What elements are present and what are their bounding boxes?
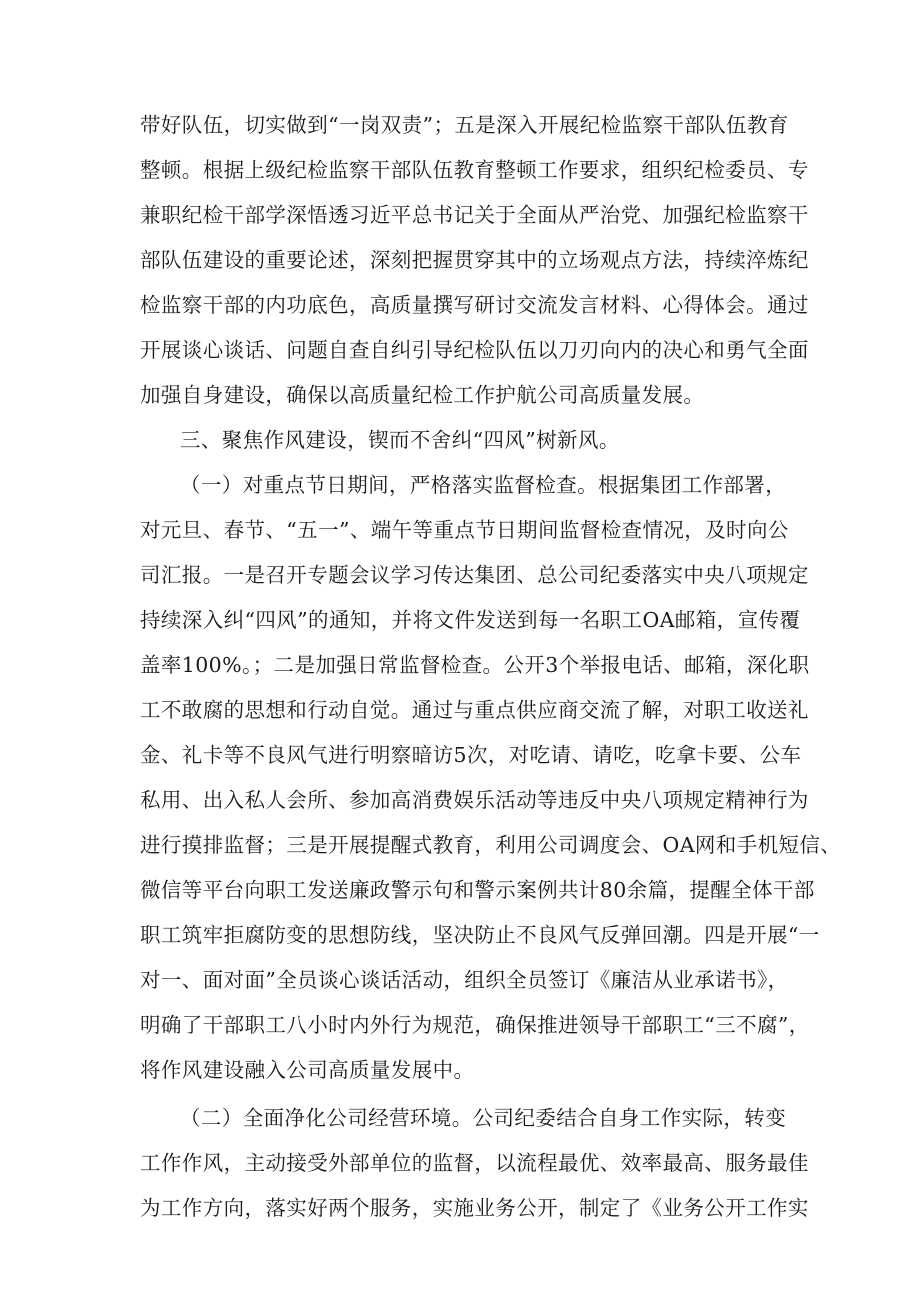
text-line: 将作风建设融入公司高质量发展中。	[140, 1058, 475, 1082]
text-line: 加强自身建设，确保以高质量纪检工作护航公司高质量发展。	[140, 383, 705, 407]
section-heading: 三、聚焦作风建设，锲而不舍纠“四风”树新风。	[180, 428, 620, 452]
text-line: 盖率100%。；二是加强日常监督检查。公开3个举报电话、邮箱，深化职	[140, 653, 810, 677]
text-line: 对一、面对面”全员谈心谈话活动，组织全员签订《廉洁从业承诺书》，	[140, 968, 789, 992]
text-line: （二）全面净化公司经营环境。公司纪委结合自身工作实际，转变	[180, 1106, 787, 1130]
text-line: 带好队伍，切实做到“一岗双责”；五是深入开展纪检监察干部队伍教育	[140, 113, 789, 137]
text-line: 进行摸排监督；三是开展提醒式教育，利用公司调度会、OA网和手机短信、	[140, 833, 842, 857]
text-line: 对元旦、春节、“五一”、端午等重点节日期间监督检查情况，及时向公	[140, 518, 789, 542]
text-line: 兼职纪检干部学深悟透习近平总书记关于全面从严治党、加强纪检监察干	[140, 203, 809, 227]
text-line: 明确了干部职工八小时内外行为规范，确保推进领导干部职工“三不腐”，	[140, 1013, 810, 1037]
text-line: 为工作方向，落实好两个服务，实施业务公开，制定了《业务公开工作实	[140, 1196, 809, 1220]
text-line: 微信等平台向职工发送廉政警示句和警示案例共计80余篇，提醒全体干部	[140, 878, 815, 902]
text-line: 部队伍建设的重要论述，深刻把握贯穿其中的立场观点方法，持续淬炼纪	[140, 248, 809, 272]
text-line: （一）对重点节日期间，严格落实监督检查。根据集团工作部署，	[180, 473, 787, 497]
text-line: 私用、出入私人会所、参加高消费娱乐活动等违反中央八项规定精神行为	[140, 788, 809, 812]
text-line: 职工筑牢拒腐防变的思想防线，坚决防止不良风气反弹回潮。四是开展“一	[140, 923, 820, 947]
text-line: 司汇报。一是召开专题会议学习传达集团、总公司纪委落实中央八项规定	[140, 563, 809, 587]
text-line: 工作作风，主动接受外部单位的监督，以流程最优、效率最高、服务最佳	[140, 1151, 809, 1175]
text-line: 检监察干部的内功底色，高质量撰写研讨交流发言材料、心得体会。通过	[140, 293, 809, 317]
text-line: 开展谈心谈话、问题自查自纠引导纪检队伍以刀刃向内的决心和勇气全面	[140, 338, 809, 362]
text-line: 整顿。根据上级纪检监察干部队伍教育整顿工作要求，组织纪检委员、专	[140, 158, 809, 182]
text-line: 持续深入纠“四风”的通知，并将文件发送到每一名职工OA邮箱，宣传覆	[140, 608, 801, 632]
text-line: 金、礼卡等不良风气进行明察暗访5次，对吃请、请吃，吃拿卡要、公车	[140, 743, 802, 767]
text-line: 工不敢腐的思想和行动自觉。通过与重点供应商交流了解，对职工收送礼	[140, 698, 809, 722]
